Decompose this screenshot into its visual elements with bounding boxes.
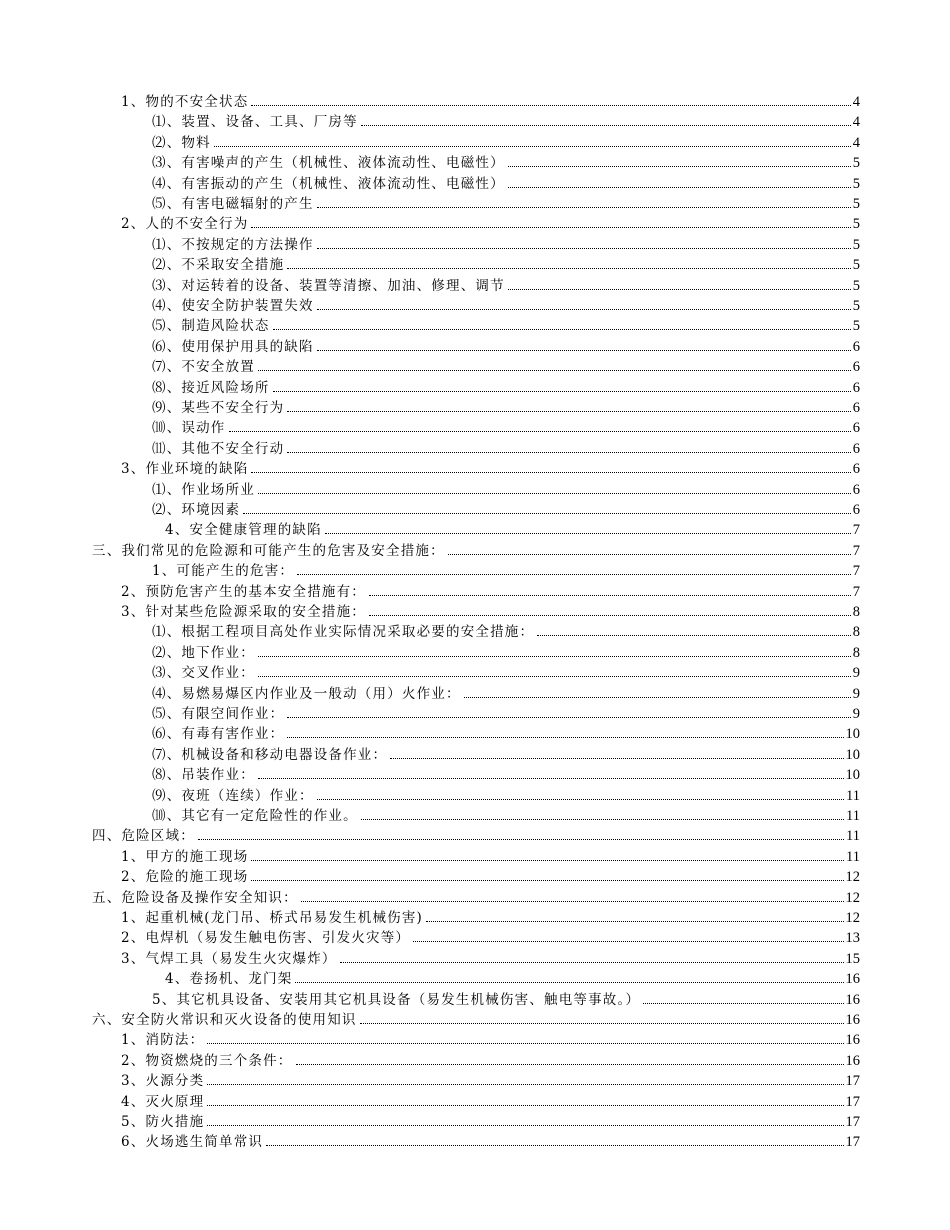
- dot-leader: [643, 1003, 843, 1004]
- toc-entry-title: ⑵、物料: [152, 134, 211, 151]
- toc-entry-title: ⑸、有害电磁辐射的产生: [152, 196, 314, 212]
- toc-entry-page-number: 7: [852, 522, 860, 539]
- toc-entry[interactable]: [152, 355, 860, 375]
- dot-leader: [207, 1084, 843, 1085]
- toc-entry[interactable]: [92, 824, 860, 844]
- toc-entry-page-number: 12: [845, 910, 860, 926]
- toc-entry[interactable]: [92, 1008, 860, 1028]
- dot-leader: [273, 329, 851, 330]
- toc-entry-page-number: 17: [845, 1093, 860, 1110]
- toc-entry-page-number: 7: [852, 583, 860, 600]
- toc-entry[interactable]: [121, 926, 860, 946]
- toc-entry-title: ⑽、其它有一定危险性的作业。: [152, 808, 358, 824]
- toc-entry-title: ⑴、根据工程项目高处作业实际情况采取必要的安全措施：: [152, 624, 535, 641]
- toc-entry-title: ⑶、交叉作业：: [152, 665, 255, 682]
- toc-entry-title: 6、火场逃生简单常识: [121, 1134, 264, 1151]
- toc-entry-page-number: 6: [852, 502, 860, 518]
- toc-entry-page-number: 11: [846, 848, 860, 865]
- toc-entry[interactable]: [121, 865, 860, 885]
- toc-entry[interactable]: [121, 947, 860, 967]
- toc-entry[interactable]: [152, 396, 860, 416]
- dot-leader: [426, 921, 843, 922]
- toc-entry-title: 5、其它机具设备、安装用其它机具设备（易发生机械伤害、触电等事故。）: [152, 991, 641, 1008]
- dot-leader: [207, 1125, 843, 1126]
- toc-entry[interactable]: [152, 294, 860, 314]
- toc-entry-page-number: 5: [852, 216, 860, 233]
- toc-entry-title: ⑷、使安全防护装置失效: [152, 298, 314, 314]
- toc-entry-page-number: 12: [845, 889, 860, 906]
- dot-leader: [251, 227, 850, 228]
- dot-leader: [243, 513, 851, 514]
- dot-leader: [360, 1023, 844, 1024]
- toc-entry-title: 六、安全防火常识和灭火设备的使用知识: [92, 1012, 357, 1028]
- toc-entry-title: ⑵、环境因素: [152, 502, 241, 518]
- toc-entry[interactable]: [121, 600, 860, 620]
- dot-leader: [214, 146, 851, 147]
- toc-entry-title: 1、起重机械(龙门吊、桥式吊易发生机械伤害): [121, 910, 424, 926]
- toc-entry[interactable]: [152, 641, 860, 661]
- toc-entry-page-number: 16: [845, 1032, 860, 1049]
- toc-entry-page-number: 13: [845, 930, 860, 947]
- toc-entry-title: ⑴、装置、设备、工具、厂房等: [152, 114, 358, 131]
- toc-entry-title: 3、针对某些危险源采取的安全措施：: [121, 604, 366, 620]
- toc-entry[interactable]: [152, 784, 860, 804]
- dot-leader: [537, 635, 851, 636]
- toc-entry[interactable]: [152, 314, 860, 334]
- toc-entry-title: ⑵、不采取安全措施: [152, 257, 285, 274]
- toc-entry-page-number: 5: [852, 236, 860, 253]
- toc-entry-title: ⑸、有限空间作业：: [152, 706, 285, 722]
- dot-leader: [317, 350, 851, 351]
- dot-leader: [325, 533, 851, 534]
- dot-leader: [251, 860, 844, 861]
- toc-entry-title: ⑾、其他不安全行动: [152, 440, 285, 457]
- toc-entry[interactable]: [165, 967, 860, 987]
- toc-entry-page-number: 6: [852, 338, 860, 355]
- toc-entry-page-number: 16: [845, 991, 860, 1008]
- toc-entry-title: ⑹、有毒有害作业：: [152, 726, 285, 743]
- toc-entry[interactable]: [152, 988, 860, 1008]
- toc-entry-title: 3、作业环境的缺陷: [121, 461, 249, 478]
- dot-leader: [361, 125, 851, 126]
- toc-entry-title: 2、电焊机（易发生触电伤害、引发火灾等）: [121, 930, 411, 947]
- toc-entry[interactable]: [152, 151, 860, 171]
- toc-entry-page-number: 8: [852, 644, 860, 661]
- dot-leader: [413, 941, 843, 942]
- toc-entry-page-number: 6: [852, 461, 860, 478]
- toc-entry-page-number: 5: [852, 175, 860, 192]
- toc-entry[interactable]: [165, 518, 860, 538]
- toc-entry-page-number: 6: [852, 359, 860, 376]
- toc-entry-title: ⑼、夜班（连续）作业：: [152, 787, 314, 804]
- toc-entry-page-number: 15: [845, 950, 860, 967]
- toc-entry-title: ⑷、易燃易爆区内作业及一般动（用）火作业：: [152, 685, 461, 702]
- toc-entry[interactable]: [152, 743, 860, 763]
- dot-leader: [229, 431, 851, 432]
- toc-entry[interactable]: [92, 539, 860, 559]
- toc-entry-title: 3、火源分类: [121, 1073, 205, 1090]
- toc-entry-page-number: 10: [845, 767, 860, 784]
- toc-entry-page-number: 8: [852, 604, 860, 620]
- dot-leader: [297, 574, 851, 575]
- toc-entry-page-number: 9: [852, 706, 860, 722]
- toc-entry-page-number: 6: [852, 379, 860, 396]
- dot-leader: [266, 1145, 843, 1146]
- toc-entry[interactable]: [152, 253, 860, 273]
- toc-entry-title: ⑴、作业场所业: [152, 481, 255, 498]
- toc-entry-title: 2、危险的施工现场: [121, 869, 249, 886]
- toc-entry-title: 四、危险区域：: [92, 828, 195, 845]
- toc-entry-title: 1、可能产生的危害：: [152, 563, 295, 580]
- toc-entry[interactable]: [152, 376, 860, 396]
- toc-entry[interactable]: [152, 620, 860, 640]
- toc-entry-page-number: 11: [846, 828, 860, 845]
- toc-entry-page-number: 6: [852, 420, 860, 437]
- dot-leader: [251, 880, 843, 881]
- toc-entry-title: 4、卷扬机、龙门架: [165, 971, 293, 988]
- dot-leader: [301, 901, 844, 902]
- toc-entry-page-number: 4: [852, 134, 860, 151]
- toc-entry-title: 五、危险设备及操作安全知识：: [92, 889, 298, 906]
- toc-entry-title: 3、气焊工具（易发生火灾爆炸）: [121, 950, 337, 967]
- dot-leader: [295, 982, 843, 983]
- toc-entry-title: 4、安全健康管理的缺陷: [165, 522, 322, 539]
- toc-entry[interactable]: [152, 274, 860, 294]
- toc-entry-title: ⑶、对运转着的设备、装置等清擦、加油、修理、调节: [152, 277, 505, 294]
- dot-leader: [251, 105, 850, 106]
- dot-leader: [258, 778, 844, 779]
- dot-leader: [508, 187, 851, 188]
- toc-entry[interactable]: [121, 1090, 860, 1110]
- toc-entry-page-number: 17: [845, 1134, 860, 1151]
- dot-leader: [258, 493, 851, 494]
- dot-leader: [508, 289, 851, 290]
- toc-entry-title: 1、物的不安全状态: [121, 94, 249, 110]
- toc-entry[interactable]: [152, 131, 860, 151]
- toc-entry-title: ⑻、接近风险场所: [152, 379, 270, 396]
- dot-leader: [317, 799, 844, 800]
- toc-entry-title: ⑵、地下作业：: [152, 644, 255, 661]
- toc-entry[interactable]: [152, 416, 860, 436]
- toc-entry-page-number: 5: [852, 257, 860, 274]
- toc-entry-page-number: 7: [852, 542, 860, 559]
- toc-entry[interactable]: [152, 233, 860, 253]
- toc-entry[interactable]: [152, 437, 860, 457]
- dot-leader: [448, 554, 851, 555]
- dot-leader: [361, 819, 844, 820]
- toc-entry-page-number: 7: [852, 563, 860, 580]
- dot-leader: [508, 166, 851, 167]
- toc-entry-title: ⑶、有害噪声的产生（机械性、液体流动性、电磁性）: [152, 155, 505, 172]
- toc-entry-page-number: 5: [852, 196, 860, 212]
- toc-entry-page-number: 17: [845, 1114, 860, 1130]
- toc-entry-title: 5、防火措施: [121, 1114, 205, 1130]
- toc-entry-page-number: 17: [845, 1073, 860, 1090]
- toc-entry[interactable]: [152, 804, 860, 824]
- toc-entry-title: ⑸、制造风险状态: [152, 318, 270, 335]
- dot-leader: [258, 370, 851, 371]
- dot-leader: [287, 737, 843, 738]
- toc-entry-page-number: 11: [846, 808, 860, 824]
- toc-entry-title: 1、甲方的施工现场: [121, 848, 249, 865]
- toc-entry-page-number: 5: [852, 298, 860, 314]
- dot-leader: [287, 411, 850, 412]
- toc-entry[interactable]: [152, 559, 860, 579]
- toc-entry[interactable]: [121, 845, 860, 865]
- toc-entry[interactable]: [121, 1028, 860, 1048]
- dot-leader: [287, 452, 850, 453]
- toc-entry-page-number: 5: [852, 155, 860, 172]
- toc-entry-title: ⑺、不安全放置: [152, 359, 255, 376]
- toc-entry[interactable]: [121, 1049, 860, 1069]
- toc-entry-page-number: 9: [852, 665, 860, 682]
- toc-entry-page-number: 9: [852, 685, 860, 702]
- toc-entry-page-number: 10: [845, 726, 860, 743]
- toc-entry[interactable]: [152, 478, 860, 498]
- toc-entry[interactable]: [121, 1069, 860, 1089]
- toc-entry[interactable]: [121, 1110, 860, 1130]
- toc-entry-title: 4、灭火原理: [121, 1093, 205, 1110]
- dot-leader: [369, 595, 851, 596]
- toc-entry[interactable]: [152, 498, 860, 518]
- toc-entry[interactable]: [152, 763, 860, 783]
- toc-entry[interactable]: [121, 212, 860, 232]
- toc-entry-title: 2、人的不安全行为: [121, 216, 249, 233]
- dot-leader: [369, 615, 851, 616]
- toc-entry-title: ⑷、有害振动的产生（机械性、液体流动性、电磁性）: [152, 175, 505, 192]
- dot-leader: [258, 656, 851, 657]
- toc-entry-title: 1、消防法：: [121, 1032, 205, 1049]
- toc-entry-page-number: 4: [852, 114, 860, 131]
- toc-entry-title: 三、我们常见的危险源和可能产生的危害及安全措施：: [92, 542, 445, 559]
- dot-leader: [287, 268, 850, 269]
- dot-leader: [273, 391, 851, 392]
- toc-entry-title: ⑴、不按规定的方法操作: [152, 236, 314, 253]
- dot-leader: [317, 248, 851, 249]
- toc-entry[interactable]: [121, 906, 860, 926]
- dot-leader: [207, 1043, 843, 1044]
- toc-entry-title: 2、物资燃烧的三个条件：: [121, 1052, 293, 1069]
- dot-leader: [296, 1064, 844, 1065]
- toc-entry[interactable]: [121, 457, 860, 477]
- toc-entry[interactable]: [152, 722, 860, 742]
- dot-leader: [287, 717, 850, 718]
- toc-entry-title: ⑼、某些不安全行为: [152, 400, 285, 416]
- toc-entry-page-number: 10: [845, 746, 860, 763]
- toc-entry-title: ⑹、使用保护用具的缺陷: [152, 338, 314, 355]
- dot-leader: [340, 962, 844, 963]
- toc-entry-page-number: 11: [846, 787, 860, 804]
- toc-entry[interactable]: [152, 682, 860, 702]
- toc-entry-page-number: 6: [852, 440, 860, 457]
- toc-entry[interactable]: [152, 335, 860, 355]
- toc-entry-page-number: 8: [852, 624, 860, 641]
- toc-entry[interactable]: [152, 702, 860, 722]
- toc-entry[interactable]: [121, 1130, 860, 1150]
- toc-entry-page-number: 6: [852, 400, 860, 416]
- dot-leader: [207, 1105, 843, 1106]
- toc-entry-page-number: 16: [845, 1052, 860, 1069]
- toc-entry-page-number: 5: [852, 318, 860, 335]
- toc-entry-page-number: 16: [845, 1012, 860, 1028]
- toc-entry[interactable]: [152, 172, 860, 192]
- toc-entry-page-number: 6: [852, 481, 860, 498]
- toc-entry-page-number: 4: [852, 94, 860, 110]
- dot-leader: [317, 309, 851, 310]
- dot-leader: [390, 758, 843, 759]
- dot-leader: [198, 839, 844, 840]
- dot-leader: [317, 207, 851, 208]
- dot-leader: [258, 676, 851, 677]
- toc-entry[interactable]: [152, 110, 860, 130]
- toc-entry-title: ⑺、机械设备和移动电器设备作业：: [152, 746, 388, 763]
- toc-entry-page-number: 12: [845, 869, 860, 886]
- toc-entry[interactable]: [121, 90, 860, 110]
- toc-entry[interactable]: [121, 580, 860, 600]
- toc-entry-title: 2、预防危害产生的基本安全措施有：: [121, 583, 366, 600]
- dot-leader: [464, 697, 851, 698]
- toc-entry-page-number: 16: [845, 971, 860, 988]
- toc-entry[interactable]: [152, 192, 860, 212]
- dot-leader: [251, 472, 850, 473]
- toc-entry[interactable]: [152, 661, 860, 681]
- toc-entry-page-number: 5: [852, 277, 860, 294]
- toc-entry-title: ⑻、吊装作业：: [152, 767, 255, 784]
- toc-entry-title: ⑽、误动作: [152, 420, 226, 437]
- toc-entry[interactable]: [92, 886, 860, 906]
